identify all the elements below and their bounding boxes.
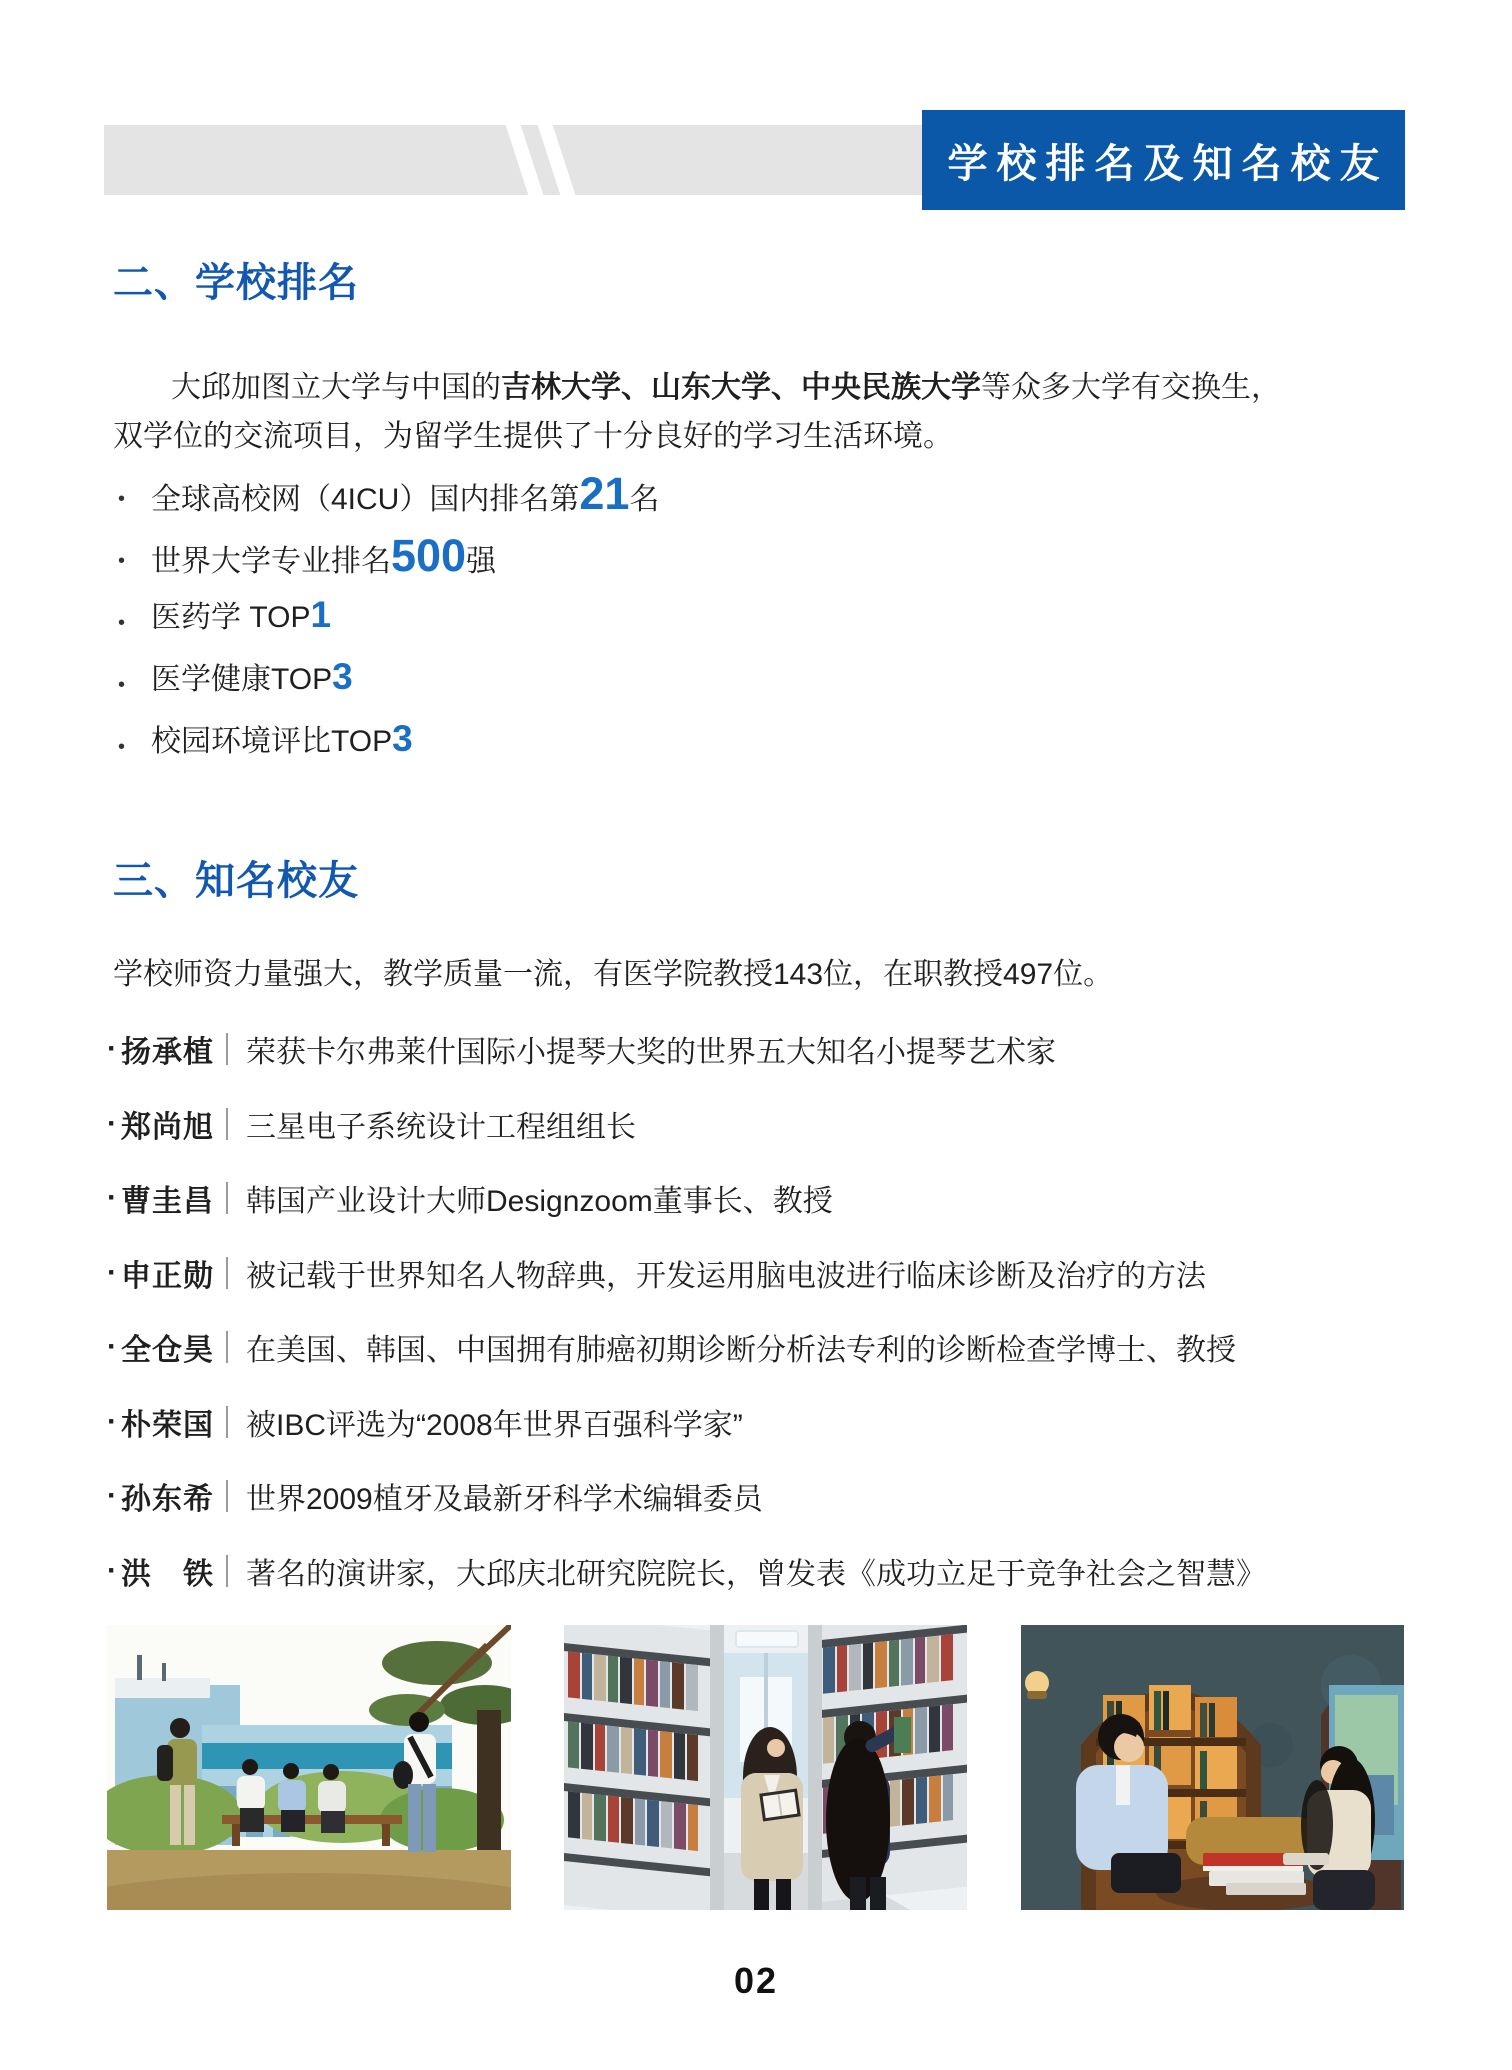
bullet-icon: • [118,549,126,572]
alumni-name: 孙东希 [121,1483,214,1517]
bullet-icon: • [118,611,126,634]
alumni-name: 洪 铁 [121,1557,214,1591]
paragraph-line: 大邱加图立大学与中国的吉林大学、山东大学、中央民族大学等众多大学有交换生， [171,371,1281,404]
study-room-discussion-illustration [1021,1625,1404,1910]
alumni-description: 三星电子系统设计工程组组长 [246,1110,636,1144]
alumni-name: 扬承植 [121,1036,214,1070]
alumni-row [107,1236,1266,1311]
rank-number: 1 [310,594,332,635]
bullet-icon: • [118,487,126,510]
alumni-intro-paragraph: 学校师资力量强大，教学质量一流，有医学院教授143位，在职教授497位。 [113,958,1114,991]
library-bookshelves-illustration [564,1625,967,1910]
alumni-name: 曹圭昌 [121,1185,214,1219]
bullet-icon: · [107,1032,117,1066]
study-room-discussion-photo [1021,1625,1404,1910]
alumni-row [107,1385,1266,1460]
bullet-icon: · [107,1553,117,1587]
rank-number: 21 [579,468,630,519]
alumni-name: 朴荣国 [121,1408,214,1442]
alumni-description: 被记载于世界知名人物辞典，开发运用脑电波进行临床诊断及治疗的方法 [246,1259,1206,1293]
alumni-description: 世界2009植牙及最新牙科学术编辑委员 [246,1483,763,1517]
rank-number: 500 [391,530,467,581]
section-heading-alumni: 三、知名校友 [113,859,359,903]
ranking-item: • 全球高校网（4ICU）国内排名第 21 名 [118,468,660,519]
page-title-banner [922,110,1405,210]
separator [226,1480,228,1512]
ranking-list [118,468,659,778]
header-gray-bar [104,125,922,195]
alumni-row [107,1310,1266,1385]
ranking-item: • 校园环境评比TOP 3 [118,718,413,759]
alumni-row [107,1161,1266,1236]
separator [226,1182,228,1214]
campus-students-photo [107,1625,511,1910]
alumni-row [107,1459,1266,1534]
ranking-item: • 世界大学专业排名 500 强 [118,530,497,581]
separator [226,1033,228,1065]
bold-university-names: 吉林大学、山东大学、中央民族大学 [501,371,981,404]
ranking-item: • 医药学 TOP 1 [118,594,332,635]
bullet-icon: · [107,1404,117,1438]
section-heading-ranking: 二、学校排名 [113,261,359,305]
alumni-row [107,1087,1266,1162]
bullet-icon: · [107,1106,117,1140]
alumni-description: 著名的演讲家，大邱庆北研究院院长，曾发表《成功立足于竞争社会之智慧》 [246,1557,1266,1591]
separator [226,1406,228,1438]
rank-number: 3 [392,718,413,759]
separator [226,1108,228,1140]
paragraph-line: 双学位的交流项目，为留学生提供了十分良好的学习生活环境。 [113,420,953,453]
bullet-icon: · [107,1330,117,1364]
alumni-description: 在美国、韩国、中国拥有肺癌初期诊断分析法专利的诊断检查学博士、教授 [246,1334,1236,1368]
bullet-icon: • [118,735,126,758]
alumni-description: 被IBC评选为“2008年世界百强科学家” [246,1408,743,1442]
bullet-icon: · [107,1479,117,1513]
page-number: 02 [733,1960,779,2001]
bullet-icon: • [118,673,126,696]
separator [226,1555,228,1587]
alumni-list [107,1012,1266,1608]
alumni-row [107,1534,1266,1609]
bullet-icon: · [107,1181,117,1215]
page-title: 学校排名及知名校友 [947,141,1389,186]
bullet-icon: · [107,1255,117,1289]
alumni-row [107,1012,1266,1087]
alumni-name: 全仓昊 [121,1334,214,1368]
separator [226,1257,228,1289]
separator [226,1331,228,1363]
ranking-intro-paragraph [113,363,1393,461]
campus-students-illustration [107,1625,511,1910]
slash-decoration [505,123,544,197]
rank-number: 3 [332,656,353,697]
slash-decoration [537,123,576,197]
alumni-name: 郑尚旭 [121,1110,214,1144]
library-bookshelves-photo [564,1625,967,1910]
alumni-description: 荣获卡尔弗莱什国际小提琴大奖的世界五大知名小提琴艺术家 [246,1036,1056,1070]
alumni-description: 韩国产业设计大师Designzoom董事长、教授 [246,1185,833,1219]
ranking-item: • 医学健康TOP 3 [118,656,353,697]
alumni-name: 申正勋 [121,1259,214,1293]
